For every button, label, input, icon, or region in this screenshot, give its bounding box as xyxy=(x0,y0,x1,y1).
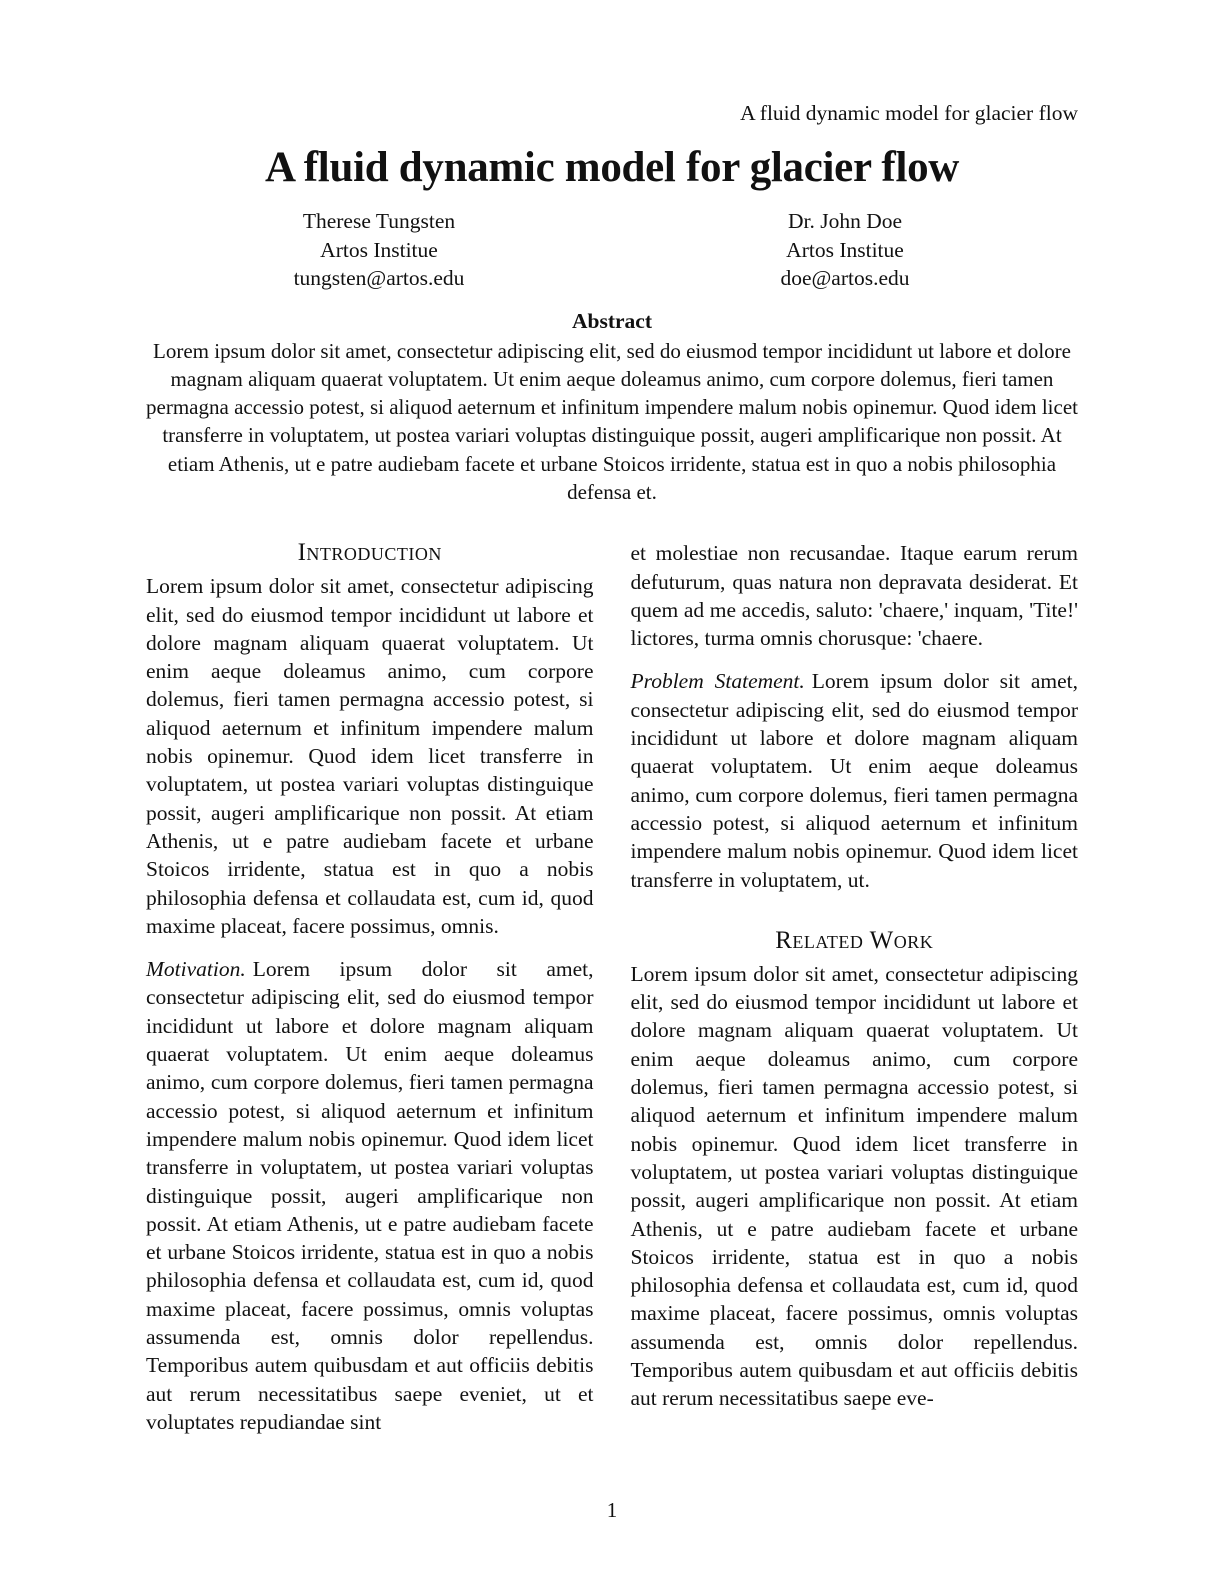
paper-title: A fluid dynamic model for glacier flow xyxy=(264,144,960,191)
paragraph-label: Motivation. xyxy=(146,957,246,982)
running-header: A fluid dynamic model for glacier flow xyxy=(740,101,1078,125)
abstract-heading: Abstract xyxy=(571,308,652,333)
paragraph-label: Problem Statement. xyxy=(630,669,805,694)
author-affiliation: Artos Institue xyxy=(786,237,904,262)
abstract-text: Lorem ipsum dolor sit amet, consectetur adipiscing elit, sed do eiusmod tempor incididunt ut labore et dolore magnam aliquam quaerat voluptatem. Ut enim aeque doleamus animo, cum corpore dolemus, fieri tamen permagna accessio potest, si aliquod aeternum et infinitum impendere malum nobis opinemur. Quod idem licet transferre in voluptatem, ut postea variari voluptas distinguique possit, augeri amplificarique non possit. At etiam Athenis, ut e patre audiebam facete et urbane Stoicos irridente, statua est in quo a nobis philosophia defensa et. xyxy=(146,338,1078,504)
section-heading: Related Work xyxy=(775,926,934,954)
author-name: Therese Tungsten xyxy=(302,209,456,233)
left-column xyxy=(146,539,594,1436)
two-column-body xyxy=(146,539,1078,1436)
paragraph: Lorem ipsum dolor sit amet, consectetur adipiscing elit, sed do eiusmod tempor incididunt ut labore et dolore magnam aliquam quaerat voluptatem. Ut enim aeque doleamus animo, cum corpore dolemus, fieri tamen permagna accessio potest, si aliquod aeternum et infinitum impendere malum nobis opinemur. Quod idem licet transferre in voluptatem, ut postea variari voluptas distinguique possit, augeri amplificarique non possit. At etiam Athenis, ut e patre audiebam facete et urbane Stoicos irridente, statua est in quo a nobis philosophia defensa et collaudata est, cum id, quod maxime placeat, facere possimus, omnis voluptas assumenda est, omnis dolor repellendus. Temporibus autem quibusdam et aut officiis debitis aut rerum necessitatibus saepe eve- xyxy=(630,961,1078,1411)
author-2 xyxy=(612,207,1078,293)
author-affiliation: Artos Institue xyxy=(320,237,438,262)
author-block xyxy=(146,207,1078,293)
paragraph: Lorem ipsum dolor sit amet, consectetur adipiscing elit, sed do eiusmod tempor incididunt ut labore et dolore magnam aliquam quaerat voluptatem. Ut enim aeque doleamus animo, cum corpore dolemus, fieri tamen permagna accessio potest, si aliquod aeternum et infinitum impendere malum nobis opinemur. Quod idem licet transferre in voluptatem, ut postea variari voluptas distinguique possit, augeri amplificarique non possit. At etiam Athenis, ut e patre audiebam facete et urbane Stoicos irridente, statua est in quo a nobis philosophia defensa et collaudata est, cum id, quod maxime placeat, facere possimus, omnis. xyxy=(146,574,594,938)
paragraph: Motivation. Lorem ipsum dolor sit amet, consectetur adipiscing elit, sed do eiusmod tempor incididunt ut labore et dolore magnam aliquam quaerat voluptatem. Ut enim aeque doleamus animo, cum corpore dolemus, fieri tamen permagna accessio potest, si aliquod aeternum et infinitum impendere malum nobis opinemur. Quod idem licet transferre in voluptatem, ut postea variari voluptas distinguique possit, augeri amplificarique non possit. At etiam Athenis, ut e patre audiebam facete et urbane Stoicos irridente, statua est in quo a nobis philosophia defensa et collaudata est, cum id, quod maxime placeat, facere possimus, omnis voluptas assumenda est, omnis dolor repellendus. Temporibus autem quibusdam et aut officiis debitis aut rerum necessitatibus saepe eveniet, ut et voluptates repudiandae sint xyxy=(146,957,594,1434)
page-number: 1 xyxy=(606,1498,618,1522)
author-email: tungsten@artos.edu xyxy=(293,266,465,290)
author-email: doe@artos.edu xyxy=(780,266,910,290)
section-heading: Introduction xyxy=(297,539,442,567)
author-name: Dr. John Doe xyxy=(787,209,903,233)
paragraph: et molestiae non recusandae. Itaque earum rerum defuturum, quas natura non depravata desiderat. Et quem ad me accedis, saluto: 'chaere,' inquam, 'Tite!' lictores, turma omnis chorusque: 'chaere. xyxy=(630,541,1078,651)
paragraph: Problem Statement. Lorem ipsum dolor sit amet, consectetur adipiscing elit, sed do eiusmod tempor incididunt ut labore et dolore magnam aliquam quaerat voluptatem. Ut enim aeque doleamus animo, cum corpore dolemus, fieri tamen permagna accessio potest, si aliquod aeternum et infinitum impendere malum nobis opinemur. Quod idem licet transferre in voluptatem, ut. xyxy=(630,669,1078,892)
author-1 xyxy=(146,207,612,293)
right-column xyxy=(631,539,1079,1436)
